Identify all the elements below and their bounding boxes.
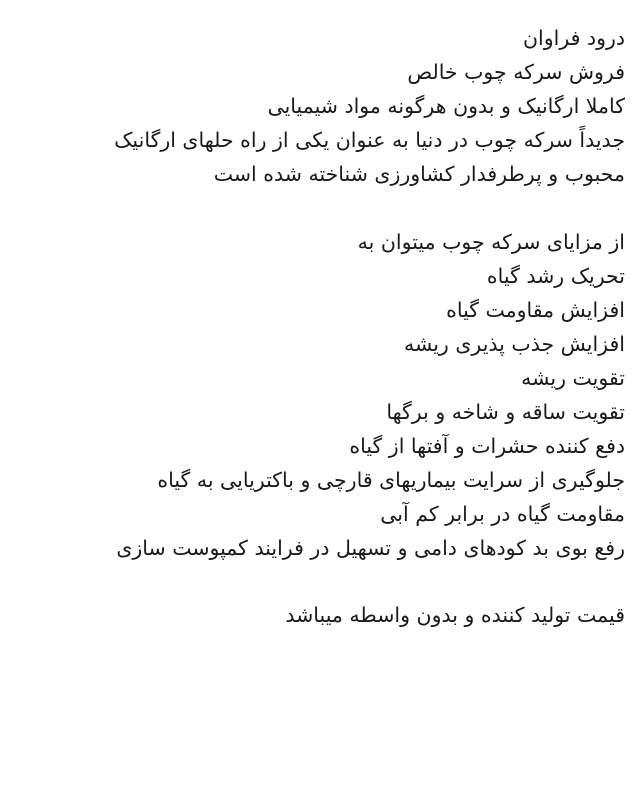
benefit-item: تحریک رشد گیاه — [486, 264, 625, 288]
benefit-item: مقاومت گیاه در برابر کم آبی — [380, 502, 625, 526]
benefits-heading: از مزایای سرکه چوب میتوان به — [357, 230, 625, 254]
organic-line: کاملا ارگانیک و بدون هرگونه مواد شیمیایی — [267, 94, 625, 118]
benefit-item: افزایش مقاومت گیاه — [446, 298, 625, 322]
greeting-line: درود فراوان — [522, 26, 625, 50]
message-body — [10, 21, 625, 632]
benefit-item: دفع کننده حشرات و آفتها از گیاه — [349, 434, 625, 458]
benefit-item: تقویت ریشه — [521, 366, 625, 390]
footer-section — [10, 598, 625, 632]
benefit-item: تقویت ساقه و شاخه و برگها — [386, 400, 625, 424]
benefit-item: جلوگیری از سرایت بیماریهای قارچی و باکتریایی به گیاه — [157, 468, 625, 492]
paragraph-spacer — [10, 191, 625, 225]
intro-section — [10, 21, 625, 191]
paragraph-spacer — [10, 565, 625, 598]
benefit-item: افزایش جذب پذیری ریشه — [403, 332, 625, 356]
description-line-1: جدیداً سرکه چوب در دنیا به عنوان یکی از راه حلهای ارگانیک — [114, 128, 625, 152]
benefits-section — [10, 225, 625, 565]
benefit-item: رفع بوی بد کودهای دامی و تسهیل در فرایند کمپوست سازی — [116, 536, 625, 560]
price-note: قیمت تولید کننده و بدون واسطه میباشد — [285, 603, 625, 627]
product-line: فروش سرکه چوب خالص — [407, 60, 625, 84]
description-line-2: محبوب و پرطرفدار کشاورزی شناخته شده است — [213, 162, 625, 186]
